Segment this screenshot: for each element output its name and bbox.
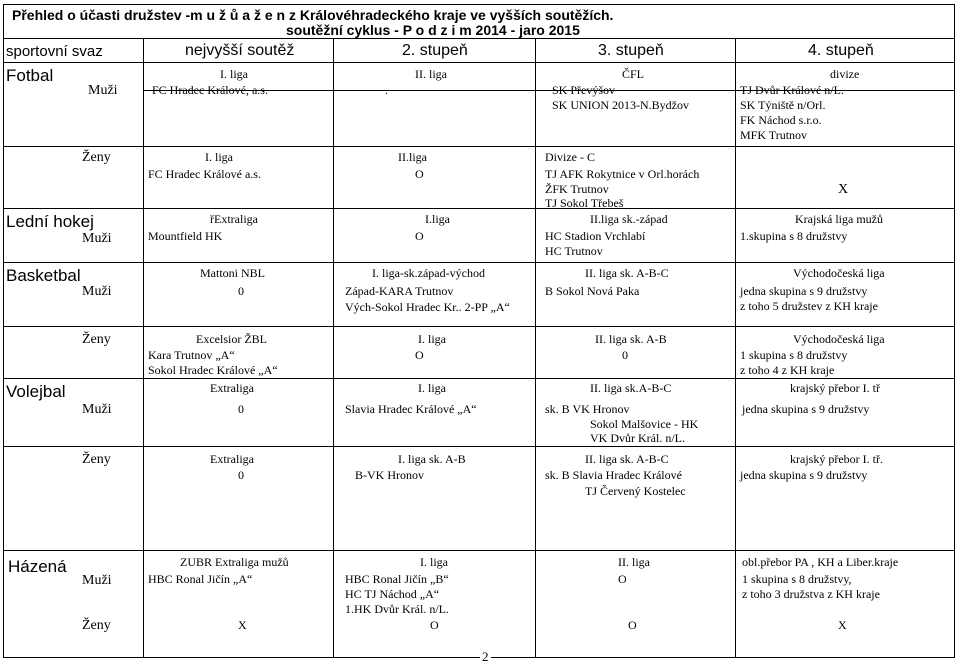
fotbal-level-1: I. liga	[220, 67, 248, 81]
hokej-divider	[3, 208, 955, 209]
col1-line	[143, 38, 144, 657]
sport-fotbal: Fotbal	[6, 66, 54, 85]
hazena-level-1: ZUBR Extraliga mužů	[180, 555, 289, 569]
fotbal-muzi-c4-4: MFK Trutnov	[740, 128, 808, 142]
frame-top	[3, 4, 955, 5]
col3-line	[535, 38, 536, 657]
fotbal-muzi-c4-3: FK Náchod s.r.o.	[740, 113, 822, 127]
hokej-level-3: II.liga sk.-západ	[590, 212, 668, 226]
hazena-zeny-c1: X	[238, 618, 247, 632]
volejbal-level-2: I. liga	[418, 381, 446, 395]
zeny-fotbal-divider	[3, 146, 955, 147]
volejbal-zeny-c2: B-VK Hronov	[355, 468, 424, 482]
hazena-level-2: I. liga	[420, 555, 448, 569]
hazena-muzi-c2-1: HBC Ronal Jičín „B“	[345, 572, 449, 586]
basket-zeny-level-1: Excelsior ŽBL	[196, 332, 267, 346]
fotbal-zeny-c1: FC Hradec Králové a.s.	[148, 167, 261, 181]
fotbal-muzi-c1: FC Hradec Králové, a.s.	[152, 83, 268, 97]
hokej-level-2: I.liga	[425, 212, 450, 226]
hazena-muzi-c3: O	[618, 572, 627, 586]
hazena-zeny-label: Ženy	[82, 618, 111, 633]
volejbal-muzi-c3-1: sk. B VK Hronov	[545, 402, 630, 416]
hazena-zeny-c4: X	[838, 618, 847, 632]
volejbal-zeny-level-4: krajský přebor I. tř.	[790, 452, 883, 466]
hokej-muzi-c2: O	[415, 229, 424, 243]
fotbal-muzi-c2: .	[385, 83, 388, 97]
basket-muzi-label: Muži	[82, 284, 112, 299]
hazena-divider	[3, 550, 955, 551]
col4-line	[735, 38, 736, 657]
volejbal-zeny-c3-1: sk. B Slavia Hradec Králové	[545, 468, 682, 482]
fotbal-muzi-c3-2: SK UNION 2013-N.Bydžov	[552, 98, 689, 112]
volejbal-zeny-c4: jedna skupina s 9 družstvy	[740, 468, 868, 482]
basket-zeny-c1-2: Sokol Hradec Králové „A“	[148, 363, 278, 377]
fotbal-zeny-label: Ženy	[82, 150, 111, 165]
fotbal-muzi-c4-2: SK Týniště n/Orl.	[740, 98, 826, 112]
basket-zeny-c3: 0	[622, 348, 628, 362]
volejbal-zeny-level-1: Extraliga	[210, 452, 254, 466]
fotbal-level-3: ČFL	[622, 67, 645, 81]
hazena-level-3: II. liga	[618, 555, 650, 569]
basket-zeny-level-4: Východočeská liga	[793, 332, 885, 346]
volejbal-divider	[3, 378, 955, 379]
volejbal-muzi-c3-2: Sokol Malšovice - HK	[590, 417, 699, 431]
fotbal-level-2: II. liga	[415, 67, 447, 81]
hokej-muzi-c4: 1.skupina s 8 družstvy	[740, 229, 848, 243]
basket-zeny-c1-1: Kara Trutnov „A“	[148, 348, 235, 362]
hokej-muzi-c1: Mountfield HK	[148, 229, 223, 243]
fotbal-zeny-level-1: I. liga	[205, 150, 233, 164]
zeny-basket-divider	[3, 326, 955, 327]
fotbal-zeny-c2: O	[415, 167, 424, 181]
basket-level-3: II. liga sk. A-B-C	[585, 266, 669, 280]
page-subtitle: soutěžní cyklus - P o d z i m 2014 - jaro 2015	[286, 22, 580, 38]
volejbal-zeny-label: Ženy	[82, 452, 111, 467]
fotbal-muzi-c3-1: SK Převýšov	[552, 83, 616, 97]
hazena-muzi-c2-3: 1.HK Dvůr Král. n/L.	[345, 602, 449, 616]
hazena-level-4: obl.přebor PA , KH a Liber.kraje	[742, 555, 899, 569]
volejbal-muzi-label: Muži	[82, 402, 112, 417]
page-number: 2	[482, 649, 489, 664]
frame-left	[3, 4, 4, 658]
sport-basketbal: Basketbal	[6, 266, 81, 285]
hazena-muzi-label: Muži	[82, 573, 112, 588]
fotbal-level-4: divize	[830, 67, 860, 81]
basket-zeny-c2: O	[415, 348, 424, 362]
basket-divider	[3, 262, 955, 263]
page-title: Přehled o účasti družstev -m u ž ů a ž e n z Královéhradeckého kraje ve vyšších soutěžích.	[12, 7, 614, 23]
fotbal-zeny-c3-3: TJ Sokol Třebeš	[545, 196, 624, 210]
hokej-muzi-c3-1: HC Stadion Vrchlabí	[545, 229, 646, 243]
basket-muzi-c2-1: Západ-KARA Trutnov	[345, 284, 454, 298]
fotbal-zeny-level-3: Divize - C	[545, 150, 595, 164]
sport-volejbal: Volejbal	[6, 382, 66, 401]
header-stupen2: 2. stupeň	[402, 42, 468, 59]
hokej-muzi-c3-2: HC Trutnov	[545, 244, 603, 258]
header-divider	[3, 62, 955, 63]
hazena-zeny-c2: O	[430, 618, 439, 632]
header-svaz: sportovní svaz	[6, 43, 103, 60]
volejbal-muzi-c2: Slavia Hradec Králové „A“	[345, 402, 477, 416]
basket-muzi-c4-1: jedna skupina s 9 družstvy	[740, 284, 868, 298]
col2-line	[333, 38, 334, 657]
volejbal-zeny-level-2: I. liga sk. A-B	[398, 452, 466, 466]
volejbal-level-1: Extraliga	[210, 381, 254, 395]
volejbal-level-4: krajský přebor I. tř	[790, 381, 880, 395]
basket-level-1: Mattoni NBL	[200, 266, 265, 280]
volejbal-level-3: II. liga sk.A-B-C	[590, 381, 672, 395]
frame-bottom	[3, 657, 955, 658]
basket-zeny-c4-1: 1 skupina s 8 družstvy	[740, 348, 848, 362]
fotbal-muzi-c4-1: TJ Dvůr Králové n/L.	[740, 83, 844, 97]
header-stupen3: 3. stupeň	[598, 42, 664, 59]
hazena-zeny-c3: O	[628, 618, 637, 632]
hokej-level-4: Krajská liga mužů	[795, 212, 883, 226]
volejbal-zeny-level-3: II. liga sk. A-B-C	[585, 452, 669, 466]
sport-hokej: Lední hokej	[6, 212, 94, 231]
basket-level-4: Východočeská liga	[793, 266, 885, 280]
hazena-muzi-c1: HBC Ronal Jičín „A“	[148, 572, 253, 586]
sport-hazena: Házená	[8, 557, 67, 576]
header-nejvyssi: nejvyšší soutěž	[185, 42, 295, 59]
basket-zeny-c4-2: z toho 4 z KH kraje	[740, 363, 835, 377]
header-stupen4: 4. stupeň	[808, 42, 874, 59]
hokej-level-1: řExtraliga	[210, 212, 258, 226]
hazena-muzi-c4-1: 1 skupina s 8 družstvy,	[742, 572, 852, 586]
basket-zeny-level-2: I. liga	[418, 332, 446, 346]
fotbal-zeny-c4: X	[838, 182, 849, 197]
basket-muzi-c3: B Sokol Nová Paka	[545, 284, 640, 298]
hazena-muzi-c4-2: z toho 3 družstva z KH kraje	[742, 587, 880, 601]
volejbal-zeny-c1: 0	[238, 468, 244, 482]
fotbal-zeny-c3-2: ŽFK Trutnov	[545, 182, 609, 196]
basket-zeny-level-3: II. liga sk. A-B	[595, 332, 667, 346]
basket-muzi-c2-2: Vých-Sokol Hradec Kr.. 2-PP „A“	[345, 300, 510, 314]
fotbal-muzi-label: Muži	[88, 83, 118, 98]
hokej-muzi-label: Muži	[82, 231, 112, 246]
basket-level-2: I. liga-sk.západ-východ	[372, 266, 485, 280]
basket-zeny-label: Ženy	[82, 332, 111, 347]
basket-muzi-c4-2: z toho 5 družstev z KH kraje	[740, 299, 878, 313]
zeny-volejbal-divider	[3, 446, 955, 447]
volejbal-zeny-c3-2: TJ Červený Kostelec	[585, 484, 686, 498]
volejbal-muzi-c1: 0	[238, 402, 244, 416]
fotbal-zeny-level-2: II.liga	[398, 150, 427, 164]
title-divider	[3, 38, 955, 39]
volejbal-muzi-c3-3: VK Dvůr Král. n/L.	[590, 431, 685, 445]
hazena-muzi-c2-2: HC TJ Náchod „A“	[345, 587, 440, 601]
volejbal-muzi-c4: jedna skupina s 9 družstvy	[742, 402, 870, 416]
basket-muzi-c1: 0	[238, 284, 244, 298]
frame-right	[954, 4, 955, 658]
fotbal-zeny-c3-1: TJ AFK Rokytnice v Orl.horách	[545, 167, 700, 181]
